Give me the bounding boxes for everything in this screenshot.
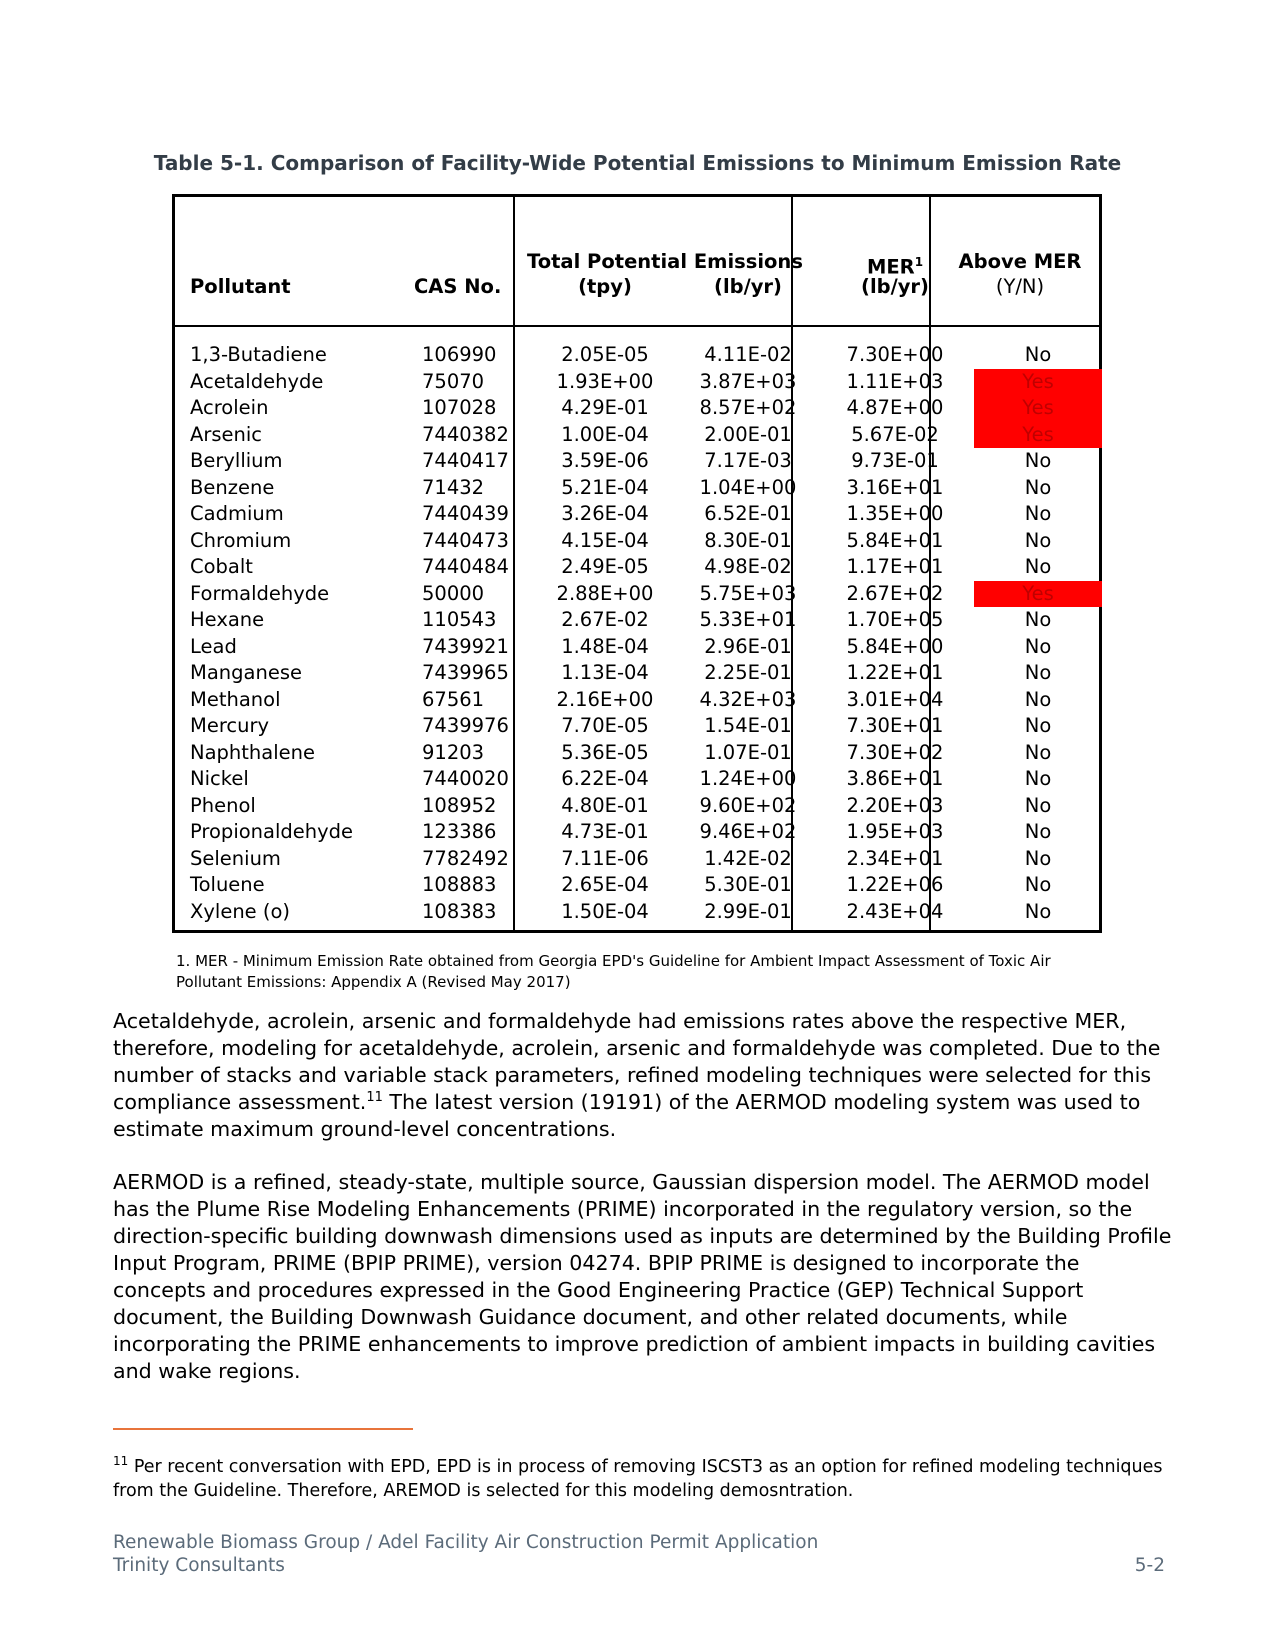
- tpy-cell: 7.70E-05: [561, 714, 649, 737]
- tpy-cell: 1.93E+00: [556, 369, 654, 393]
- tpy-cell: 4.73E-01: [561, 820, 649, 843]
- mer-cell: 2.34E+01: [846, 846, 944, 870]
- tpy-cell: 2.65E-04: [561, 873, 649, 896]
- tpy-cell: 1.50E-04: [561, 899, 649, 923]
- pollutant-cell: Naphthalene: [190, 740, 315, 764]
- cas-cell: 50000: [422, 581, 485, 605]
- mer-cell: 1.95E+03: [846, 820, 944, 843]
- pollutant-cell: Acrolein: [190, 396, 269, 419]
- above-mer-cell: Yes: [974, 422, 1102, 449]
- tpy-cell: 5.36E-05: [561, 740, 649, 764]
- lbyr-cell: 2.00E-01: [704, 422, 792, 446]
- table-row: [175, 634, 1099, 661]
- pollutant-cell: Selenium: [190, 846, 281, 870]
- mer-cell: 7.30E+00: [846, 343, 944, 366]
- cas-cell: 108952: [422, 793, 497, 817]
- cas-cell: 71432: [422, 475, 485, 499]
- tpy-cell: 2.16E+00: [556, 687, 654, 711]
- above-mer-cell: No: [1024, 634, 1052, 658]
- above-mer-cell: Yes: [974, 369, 1102, 396]
- pollutant-cell: Hexane: [190, 608, 265, 631]
- lbyr-cell: 4.32E+03: [699, 687, 797, 711]
- lbyr-cell: 1.04E+00: [699, 475, 797, 499]
- pollutant-cell: Nickel: [190, 767, 249, 790]
- pollutant-cell: Arsenic: [190, 422, 263, 446]
- header-total-potential: Total Potential Emissions: [527, 250, 803, 273]
- above-mer-cell: No: [1024, 555, 1052, 578]
- table-row: [175, 369, 1099, 396]
- emissions-table: [172, 194, 1102, 933]
- table-row: [175, 554, 1099, 581]
- table-row: [175, 819, 1099, 846]
- above-mer-cell: No: [1024, 793, 1052, 817]
- table-row: [175, 448, 1099, 475]
- pollutant-cell: Manganese: [190, 661, 302, 684]
- above-mer-cell: No: [1024, 475, 1052, 499]
- lbyr-cell: 6.52E-01: [704, 502, 792, 525]
- cas-cell: 7440439: [422, 502, 509, 525]
- cas-cell: 108383: [422, 899, 497, 923]
- lbyr-cell: 4.11E-02: [704, 343, 792, 366]
- cas-cell: 123386: [422, 820, 497, 843]
- tpy-cell: 2.49E-05: [561, 555, 649, 578]
- lbyr-cell: 3.87E+03: [699, 369, 797, 393]
- footer-company: Trinity Consultants: [113, 1555, 285, 1576]
- mer-cell: 5.84E+01: [846, 528, 944, 552]
- above-mer-cell: No: [1024, 661, 1052, 684]
- table-row: [175, 501, 1099, 528]
- mer-cell: 3.01E+04: [846, 687, 944, 711]
- lbyr-cell: 9.46E+02: [699, 820, 797, 843]
- table-row: [175, 846, 1099, 873]
- mer-cell: 1.11E+03: [846, 369, 944, 393]
- footnote-separator: [113, 1428, 413, 1430]
- mer-cell: 1.70E+05: [846, 608, 944, 631]
- above-mer-cell: No: [1024, 449, 1052, 472]
- header-pollutant: Pollutant: [190, 275, 291, 298]
- header-mer: MER$^1$: [866, 255, 924, 279]
- pollutant-cell: Benzene: [190, 475, 275, 499]
- lbyr-cell: 2.96E-01: [704, 634, 792, 658]
- above-mer-cell: No: [1024, 687, 1052, 711]
- above-mer-cell: No: [1024, 740, 1052, 764]
- above-mer-cell: No: [1024, 502, 1052, 525]
- lbyr-cell: 8.30E-01: [704, 528, 792, 552]
- mer-cell: 4.87E+00: [846, 396, 944, 419]
- lbyr-cell: 2.99E-01: [704, 899, 792, 923]
- header-above: Above MER: [958, 250, 1082, 273]
- tpy-cell: 4.80E-01: [561, 793, 649, 817]
- pollutant-cell: Cobalt: [190, 555, 253, 578]
- above-mer-cell: No: [1024, 846, 1052, 870]
- table-row: [175, 422, 1099, 449]
- lbyr-cell: 9.60E+02: [699, 793, 797, 817]
- lbyr-cell: 7.17E-03: [704, 449, 792, 472]
- mer-cell: 3.86E+01: [846, 767, 944, 790]
- mer-cell: 9.73E-01: [851, 449, 939, 472]
- tpy-cell: 2.67E-02: [561, 608, 649, 631]
- tpy-cell: 3.26E-04: [561, 502, 649, 525]
- table-footnote: 1. MER - Minimum Emission Rate obtained from Georgia EPD's Guideline for Ambient Impact Assessment of Toxic Air Pollutant Emissions: Appendix A (Revised May 2017): [176, 952, 1051, 991]
- above-mer-cell: No: [1024, 608, 1052, 631]
- table-row: [175, 660, 1099, 687]
- table-title: Table 5-1. Comparison of Facility-Wide Potential Emissions to Minimum Emission Rate: [153, 151, 1122, 175]
- table-row: [175, 793, 1099, 820]
- lbyr-cell: 5.75E+03: [699, 581, 797, 605]
- cas-cell: 7439921: [422, 634, 509, 658]
- header-lbyr: (lb/yr): [714, 275, 782, 298]
- pollutant-cell: Phenol: [190, 793, 256, 817]
- pollutant-cell: Chromium: [190, 528, 292, 552]
- above-mer-cell: No: [1024, 873, 1052, 896]
- table-row: [175, 713, 1099, 740]
- cas-cell: 7782492: [422, 846, 509, 870]
- paragraph-2: AERMOD is a refined, steady-state, multiple source, Gaussian dispersion model. The AERMOD model has the Plume Rise Modeling Enhancements (PRIME) incorporated in the regulatory version, so the direction-specific building downwash dimensions used as inputs are determined by the Building Profile Input Program, PRIME (BPIP PRIME), version 04274. BPIP PRIME is designed to incorporate the concepts and procedures expressed in the Good Engineering Practice (GEP) Technical Support document, the Building Downwash Guidance document, and other related documents, while incorporating the PRIME enhancements to improve prediction of ambient impacts in building cavities and wake regions.: [113, 1170, 1172, 1383]
- tpy-cell: 4.15E-04: [561, 528, 649, 552]
- above-mer-cell: No: [1024, 899, 1052, 923]
- pollutant-cell: Beryllium: [190, 449, 283, 472]
- cas-cell: 7439965: [422, 661, 509, 684]
- mer-cell: 7.30E+01: [846, 714, 944, 737]
- pollutant-cell: Cadmium: [190, 502, 284, 525]
- pollutant-cell: 1,3-Butadiene: [190, 343, 327, 366]
- above-mer-cell: No: [1024, 767, 1052, 790]
- lbyr-cell: 1.42E-02: [704, 846, 792, 870]
- cas-cell: 108883: [422, 873, 497, 896]
- cas-cell: 110543: [422, 608, 497, 631]
- mer-cell: 5.84E+00: [846, 634, 944, 658]
- tpy-cell: 6.22E-04: [561, 767, 649, 790]
- lbyr-cell: 1.24E+00: [699, 767, 797, 790]
- pollutant-cell: Lead: [190, 634, 237, 658]
- lbyr-cell: 2.25E-01: [704, 661, 792, 684]
- header-cas: CAS No.: [414, 275, 502, 298]
- mer-cell: 5.67E-02: [851, 422, 939, 446]
- pollutant-cell: Xylene (o): [190, 899, 291, 923]
- header-above-unit: (Y/N): [995, 275, 1045, 298]
- header-mer-unit: (lb/yr): [861, 275, 929, 298]
- header-tpy: (tpy): [578, 275, 632, 298]
- table-row: [175, 342, 1099, 369]
- above-mer-cell: No: [1024, 820, 1052, 843]
- tpy-cell: 5.21E-04: [561, 475, 649, 499]
- lbyr-cell: 5.30E-01: [704, 873, 792, 896]
- cas-cell: 106990: [422, 343, 497, 366]
- table-row: [175, 395, 1099, 422]
- table-body: [175, 342, 1099, 925]
- lbyr-cell: 5.33E+01: [699, 608, 797, 631]
- cas-cell: 7439976: [422, 714, 509, 737]
- mer-cell: 2.20E+03: [846, 793, 944, 817]
- lbyr-cell: 1.07E-01: [704, 740, 792, 764]
- cas-cell: 7440473: [422, 528, 509, 552]
- tpy-cell: 3.59E-06: [561, 449, 649, 472]
- cas-cell: 67561: [422, 687, 485, 711]
- tpy-cell: 2.88E+00: [556, 581, 654, 605]
- table-row: [175, 872, 1099, 899]
- table-row: [175, 475, 1099, 502]
- pollutant-cell: Propionaldehyde: [190, 820, 354, 843]
- cas-cell: 7440484: [422, 555, 509, 578]
- pollutant-cell: Formaldehyde: [190, 581, 330, 605]
- mer-cell: 2.67E+02: [846, 581, 944, 605]
- footer-project: Renewable Biomass Group / Adel Facility Air Construction Permit Application: [113, 1532, 819, 1553]
- cas-cell: 75070: [422, 369, 485, 393]
- table-row: [175, 687, 1099, 714]
- page-footnote: $^{11}$ Per recent conversation with EPD, EPD is in process of removing ISCST3 as an option for refined modeling techniques from the Guideline. Therefore, AREMOD is selected for this modeling demosntration.: [113, 1454, 1163, 1501]
- mer-cell: 1.22E+01: [846, 661, 944, 684]
- mer-cell: 1.35E+00: [846, 502, 944, 525]
- pollutant-cell: Methanol: [190, 687, 281, 711]
- lbyr-cell: 4.98E-02: [704, 555, 792, 578]
- mer-cell: 2.43E+04: [846, 899, 944, 923]
- table-row: [175, 766, 1099, 793]
- pollutant-cell: Toluene: [190, 873, 265, 896]
- pollutant-cell: Acetaldehyde: [190, 369, 324, 393]
- tpy-cell: 7.11E-06: [561, 846, 649, 870]
- lbyr-cell: 8.57E+02: [699, 396, 797, 419]
- table-row: [175, 581, 1099, 608]
- table-row: [175, 740, 1099, 767]
- cas-cell: 7440417: [422, 449, 509, 472]
- mer-cell: 1.22E+06: [846, 873, 944, 896]
- above-mer-cell: No: [1024, 343, 1052, 366]
- tpy-cell: 4.29E-01: [561, 396, 649, 419]
- footnote-ref[interactable]: 11: [366, 1090, 383, 1106]
- tpy-cell: 2.05E-05: [561, 343, 649, 366]
- tpy-cell: 1.48E-04: [561, 634, 649, 658]
- above-mer-cell: No: [1024, 528, 1052, 552]
- lbyr-cell: 1.54E-01: [704, 714, 792, 737]
- above-mer-cell: No: [1024, 714, 1052, 737]
- table-row: [175, 607, 1099, 634]
- paragraph-1: Acetaldehyde, acrolein, arsenic and formaldehyde had emissions rates above the respective MER, therefore, modeling for acetaldehyde, acrolein, arsenic and formaldehyde was completed. Due to the number of stacks and variable stack parameters, refined modeling techniques were selected for this compliance assessment.$^{11}$ The latest version (19191) of the AERMOD modeling system was used to estimate maximum ground-level concentrations.: [113, 1009, 1161, 1141]
- above-mer-cell: Yes: [974, 395, 1102, 422]
- page-number: 5-2: [1134, 1555, 1165, 1576]
- mer-cell: 1.17E+01: [846, 555, 944, 578]
- cas-cell: 91203: [422, 740, 485, 764]
- tpy-cell: 1.00E-04: [561, 422, 649, 446]
- pollutant-cell: Mercury: [190, 714, 270, 737]
- tpy-cell: 1.13E-04: [561, 661, 649, 684]
- cas-cell: 7440020: [422, 767, 509, 790]
- cas-cell: 7440382: [422, 422, 509, 446]
- above-mer-cell: Yes: [974, 581, 1102, 608]
- mer-cell: 3.16E+01: [846, 475, 944, 499]
- table-row: [175, 899, 1099, 926]
- table-row: [175, 528, 1099, 555]
- mer-cell: 7.30E+02: [846, 740, 944, 764]
- header-divider: [175, 325, 1099, 327]
- cas-cell: 107028: [422, 396, 497, 419]
